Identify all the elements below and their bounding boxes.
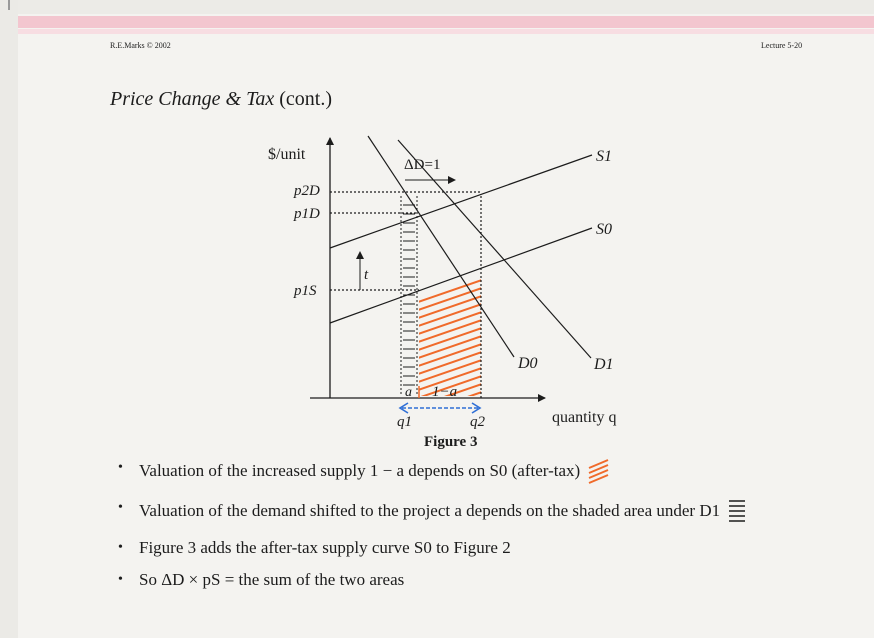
price-label-p1d: p1D [294,206,320,222]
bullet-item [118,538,838,558]
x-axis-label: quantity q [552,409,617,426]
bullet-text: Valuation of the demand shifted to the project a depends on the shaded area under D1 [139,500,721,520]
curve-label-d0: D0 [518,355,538,372]
quantity-change-arrow [400,403,480,413]
quantity-label-q2: q2 [470,414,485,430]
bullet-text: So ΔD × pS = the sum of the two areas [139,570,405,589]
slide-title-suffix: (cont.) [274,88,333,110]
segment-label-a: a [405,385,412,400]
curve-label-s1: S1 [596,148,612,165]
figure-caption: Figure 3 [424,434,478,450]
orange-hatch-mark [586,458,612,486]
bullet-item [118,458,838,486]
y-axis-label: $/unit [268,146,306,163]
curve-label-s0: S0 [596,221,612,238]
bullet-text: Valuation of the increased supply 1 − a depends on S0 (after-tax) [139,460,581,480]
slide-title-main: Price Change & Tax [110,88,275,110]
lecture-number: Lecture 5-20 [761,41,803,50]
demand-shift-label: ΔD=1 [404,157,441,173]
supply-curve-s1 [330,155,592,248]
supply-hatched-area [418,280,482,422]
curve-label-d1: D1 [594,356,614,373]
supply-curve-s0 [330,228,592,323]
copyright-header: R.E.Marks © 2002 [110,41,171,50]
bullet-item [118,498,838,526]
bullet-text: Figure 3 adds the after-tax supply curve S0 to Figure 2 [139,538,511,557]
bullet-list [118,458,838,602]
black-hatch-mark [726,498,748,526]
segment-label-one-minus-a: 1−a [432,384,458,400]
tax-label: t [364,267,369,283]
quantity-label-q1: q1 [397,414,412,430]
price-label-p2d: p2D [294,183,320,199]
price-label-p1s: p1S [294,283,317,299]
bullet-item [118,570,838,590]
